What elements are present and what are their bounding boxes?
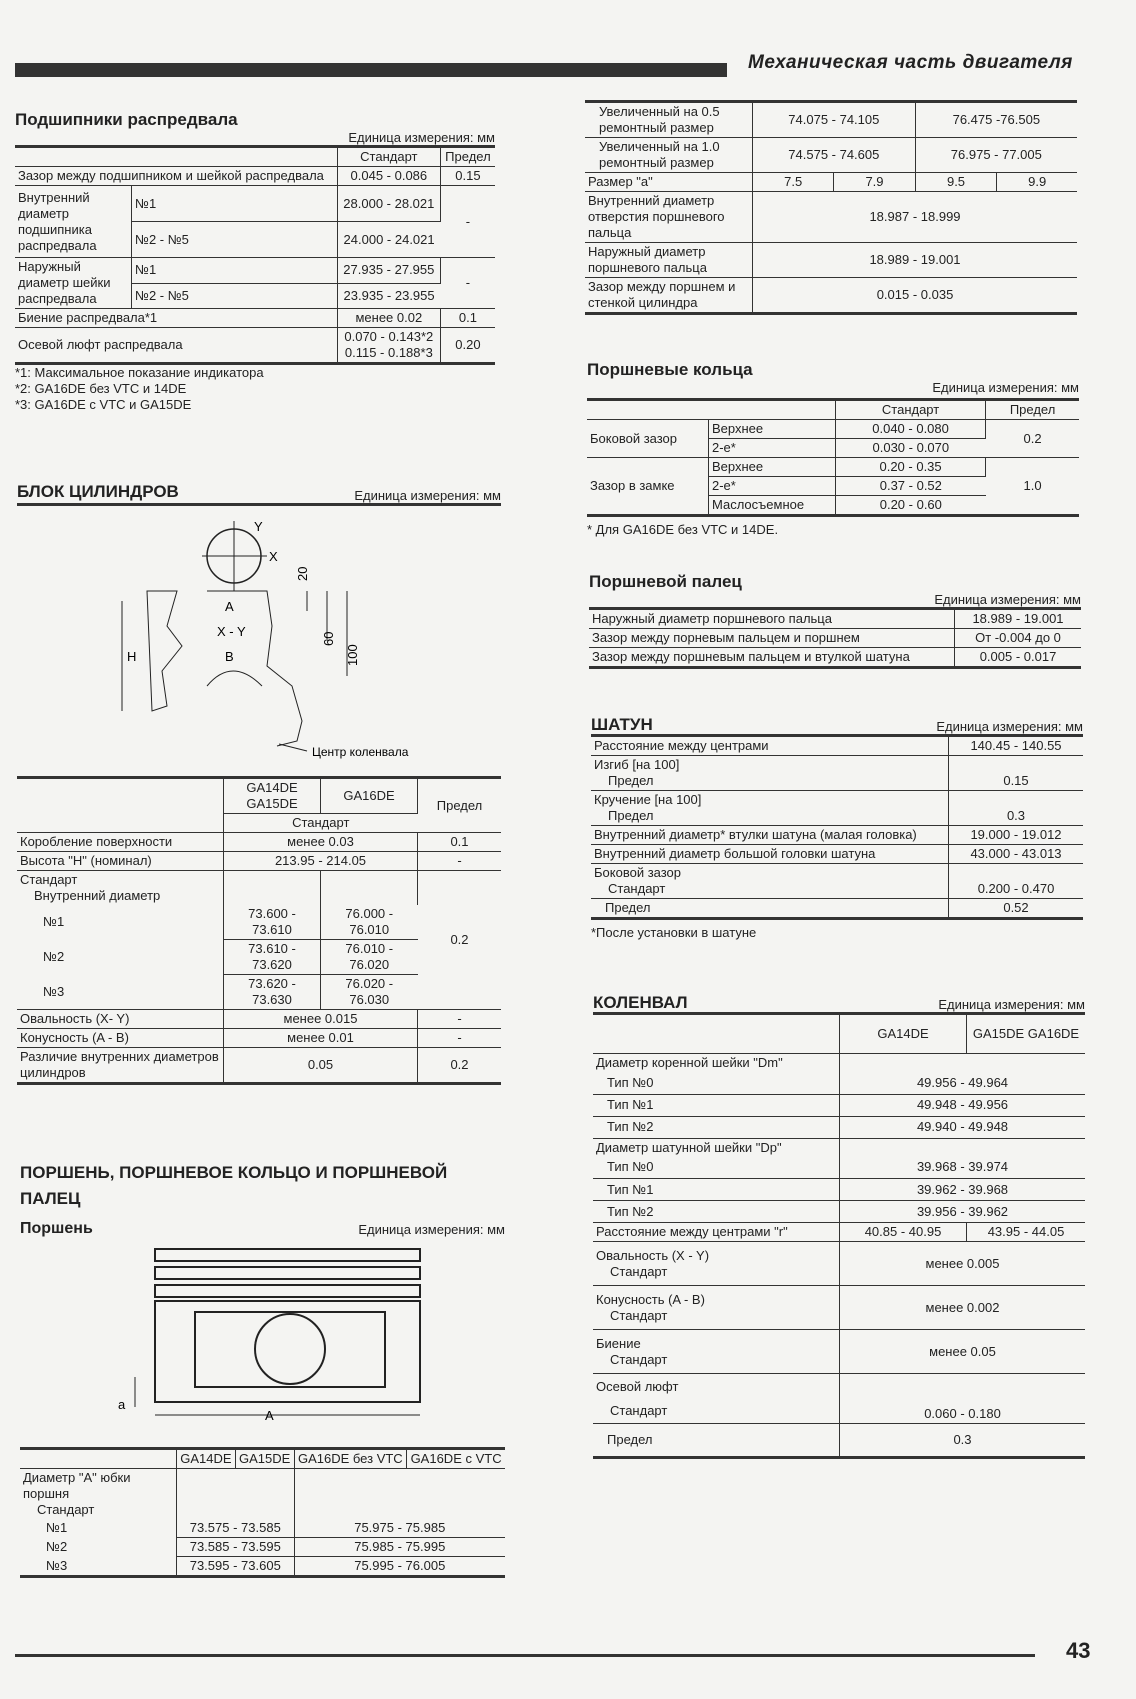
row-label <box>593 1286 840 1330</box>
row-label: Различие внутренних диаметров цилиндров <box>17 1048 224 1084</box>
row-label: Расстояние между центрами <box>591 736 949 756</box>
cell: №2 - №5 <box>132 283 338 309</box>
cell: 0.15 <box>440 167 495 186</box>
row-label: Диаметр шатунной шейки "Dp" <box>593 1138 840 1157</box>
col-header: GA14DE <box>177 1449 236 1469</box>
row-label: Тип №1 <box>593 1179 840 1201</box>
page-number: 43 <box>1066 1638 1091 1663</box>
footnote: *3: GA16DE с VTC и GA15DE <box>15 397 192 412</box>
camshaft-section <box>15 110 495 413</box>
subsection-title: Поршень <box>20 1220 93 1237</box>
cell: - <box>440 186 495 258</box>
footer-rule <box>15 1654 1035 1657</box>
section-title: ПОРШЕНЬ, ПОРШНЕВОЕ КОЛЬЦО И ПОРШНЕВОЙ ПАЛЕЦ <box>20 1163 448 1208</box>
cell: 74.075 - 74.105 <box>753 102 916 138</box>
cell: 0.20 - 0.35 <box>836 458 986 477</box>
section-title: Подшипники распредвала <box>15 110 238 129</box>
row-label: Наружный диаметр поршневого пальца <box>589 609 955 629</box>
cell: 2-е* <box>709 439 836 458</box>
dim-100: 100 <box>345 644 360 666</box>
cell: 73.575 - 73.585 <box>177 1519 295 1538</box>
cell: Верхнее <box>709 420 836 439</box>
row-label: №2 <box>20 1538 177 1557</box>
cylinder-block-section <box>17 482 501 1085</box>
col-header: Стандарт <box>224 814 418 833</box>
cell: 7.5 <box>753 173 834 192</box>
diagram-caption: Центр коленвала <box>312 745 409 759</box>
cell: 73.610 - 73.620 <box>224 940 321 975</box>
xy-label: X - Y <box>217 624 246 639</box>
label: Биение <box>596 1335 641 1351</box>
cell: 49.956 - 49.964 <box>840 1072 1086 1094</box>
cell: 76.000 - 76.010 <box>321 905 418 940</box>
label: Овальность (X - Y) <box>596 1247 710 1263</box>
cell: 28.000 - 28.021 <box>337 186 440 222</box>
col-header: GA16DE без VTC <box>294 1449 407 1469</box>
cell: 39.968 - 39.974 <box>840 1157 1086 1179</box>
label: Внутренний диаметр <box>34 888 161 903</box>
crank-section <box>593 993 1085 1459</box>
cell: 76.975 - 77.005 <box>915 138 1077 173</box>
cell: №2 - №5 <box>132 222 338 258</box>
cell: Верхнее <box>709 458 836 477</box>
row-label: Высота "H" (номинал) <box>17 852 224 871</box>
row-label <box>593 1374 840 1424</box>
row-label: Предел <box>593 1424 840 1458</box>
cylinder-block-diagram <box>17 506 501 776</box>
section-title: ШАТУН <box>591 715 653 734</box>
cell: - <box>418 852 502 871</box>
cell: 2-е* <box>709 477 836 496</box>
cell: 27.935 - 27.955 <box>337 258 440 284</box>
label: Стандарт <box>608 881 666 896</box>
row-label: Увеличенный на 1.0 ремонтный размер <box>585 138 753 173</box>
row-label: Наружный диаметр шейки распредвала <box>15 258 132 309</box>
unit-label: Единица измерения: мм <box>932 380 1079 395</box>
row-label: Внутренний диаметр подшипника распредвала <box>15 186 132 258</box>
cell: менее 0.02 <box>337 309 440 328</box>
cell: 0.15 <box>949 756 1084 791</box>
footnote: * Для GA16DE без VTC и 14DE. <box>587 522 779 537</box>
row-label: Увеличенный на 0.5 ремонтный размер <box>585 102 753 138</box>
unit-label: Единица измерения: мм <box>348 130 495 145</box>
cell: 0.2 <box>986 420 1079 458</box>
cell: 23.935 - 23.955 <box>337 283 440 309</box>
cell: Маслосъемное <box>709 496 836 516</box>
section-title: Поршневой палец <box>589 572 742 591</box>
cell: менее 0.002 <box>840 1286 1086 1330</box>
row-label: Тип №0 <box>593 1157 840 1179</box>
cell: 39.962 - 39.968 <box>840 1179 1086 1201</box>
pin-section <box>589 572 1081 669</box>
label: Боковой зазор <box>594 865 682 880</box>
cell: - <box>418 1010 502 1029</box>
cell: менее 0.01 <box>224 1029 418 1048</box>
row-label: Внутренний диаметр* втулки шатуна (малая головка) <box>591 826 949 845</box>
cell: №1 <box>132 258 338 284</box>
row-label: Коробление поверхности <box>17 833 224 852</box>
cell: 0.05 <box>224 1048 418 1084</box>
cell: 49.940 - 49.948 <box>840 1116 1086 1138</box>
crank-table <box>593 1012 1085 1459</box>
col-header: GA16DE <box>321 778 418 814</box>
piston-table <box>20 1447 505 1578</box>
row-label: №3 <box>17 975 224 1010</box>
row-label: Биение распредвала*1 <box>15 309 337 328</box>
row-label: Тип №2 <box>593 1201 840 1223</box>
row-label: Зазор между подшипником и шейкой распредвала <box>15 167 337 186</box>
row-label <box>593 1330 840 1374</box>
cell: 0.20 <box>440 328 495 364</box>
label: Предел <box>608 808 654 823</box>
col-header: GA15DE <box>235 1449 294 1469</box>
cell: 7.9 <box>834 173 915 192</box>
footnote: *1: Максимальное показание индикатора <box>15 365 264 380</box>
row-label: Зазор в замке <box>587 458 709 516</box>
piston-table-2 <box>585 100 1077 315</box>
row-label: Конусность (A - B) <box>17 1029 224 1048</box>
cell: 140.45 - 140.55 <box>949 736 1084 756</box>
cell: 18.987 - 18.999 <box>753 192 1078 243</box>
dimension-h-label: H <box>127 649 137 664</box>
label: Кручение [на 100] <box>594 792 702 807</box>
row-label: Зазор между поршнем и стенкой цилиндра <box>585 278 753 314</box>
cell: 73.585 - 73.595 <box>177 1538 295 1557</box>
label: Стандарт <box>610 1263 668 1279</box>
cell: 18.989 - 19.001 <box>753 243 1078 278</box>
cell: 0.2 <box>418 1048 502 1084</box>
row-label <box>591 864 949 899</box>
cell <box>337 328 440 364</box>
cell: 0.3 <box>840 1424 1086 1458</box>
cell: 43.000 - 43.013 <box>949 845 1084 864</box>
cell: менее 0.005 <box>840 1242 1086 1286</box>
cell: 43.95 - 44.05 <box>967 1223 1086 1242</box>
label: Осевой люфт <box>596 1378 679 1394</box>
dim-20: 20 <box>295 566 310 581</box>
col-header: GA15DE GA16DE <box>967 1014 1086 1054</box>
row-label <box>17 871 224 906</box>
col-header: Стандарт <box>337 147 440 167</box>
cell: 73.600 - 73.610 <box>224 905 321 940</box>
section-title: БЛОК ЦИЛИНДРОВ <box>17 482 179 501</box>
cell: 74.575 - 74.605 <box>753 138 916 173</box>
cell: 24.000 - 24.021 <box>337 222 440 258</box>
cell: - <box>440 258 495 309</box>
axis-y-label: Y <box>254 519 263 534</box>
cell: - <box>418 1029 502 1048</box>
cell: 75.995 - 76.005 <box>294 1557 505 1577</box>
rod-table <box>591 734 1083 920</box>
cell: 40.85 - 40.95 <box>840 1223 967 1242</box>
header-bar <box>15 63 727 77</box>
cylinder-block-table <box>17 776 501 1085</box>
rod-section <box>591 715 1083 941</box>
point-b-label: B <box>225 649 234 664</box>
piston-section <box>20 1160 505 1578</box>
row-label: Осевой люфт распредвала <box>15 328 337 364</box>
cell: 0.3 <box>949 791 1084 826</box>
cell: 0.20 - 0.60 <box>836 496 986 516</box>
label: Стандарт <box>610 1351 668 1367</box>
cell-line: 0.070 - 0.143*2 <box>344 329 434 344</box>
cell: 75.985 - 75.995 <box>294 1538 505 1557</box>
point-a-label: A <box>225 599 234 614</box>
piston-diagram <box>20 1237 505 1447</box>
row-label <box>20 1469 177 1520</box>
row-label: Зазор между поршневым пальцем и втулкой шатуна <box>589 648 955 668</box>
unit-label: Единица измерения: мм <box>17 488 501 506</box>
label: Стандарт <box>610 1402 668 1418</box>
cell: 49.948 - 49.956 <box>840 1094 1086 1116</box>
label: Стандарт <box>610 1307 668 1323</box>
cell: 76.020 - 76.030 <box>321 975 418 1010</box>
cell: 0.37 - 0.52 <box>836 477 986 496</box>
axis-x-label: X <box>269 549 278 564</box>
cell: менее 0.015 <box>224 1010 418 1029</box>
row-label: Расстояние между центрами "r" <box>593 1223 840 1242</box>
cell: 18.989 - 19.001 <box>955 609 1082 629</box>
row-label <box>593 1242 840 1286</box>
piston-table-continued <box>585 100 1077 315</box>
cell: 0.030 - 0.070 <box>836 439 986 458</box>
row-label: №3 <box>20 1557 177 1577</box>
cell: 0.200 - 0.470 <box>949 864 1084 899</box>
cell: 0.045 - 0.086 <box>337 167 440 186</box>
cell: 75.975 - 75.985 <box>294 1519 505 1538</box>
row-label: Размер "a" <box>585 173 753 192</box>
row-label: Овальность (X- Y) <box>17 1010 224 1029</box>
col-header: Предел <box>418 778 502 833</box>
col-header: Стандарт <box>836 400 986 420</box>
col-header: Предел <box>440 147 495 167</box>
cell: 0.005 - 0.017 <box>955 648 1082 668</box>
col-header: GA14DE GA15DE <box>224 778 321 814</box>
unit-label: Единица измерения: мм <box>938 997 1085 1012</box>
row-label: Тип №2 <box>593 1116 840 1138</box>
row-label: Наружный диаметр поршневого пальца <box>585 243 753 278</box>
cell: 73.620 - 73.630 <box>224 975 321 1010</box>
row-label: Боковой зазор <box>587 420 709 458</box>
label: Стандарт <box>20 872 78 887</box>
dimension-small-a-label: a <box>118 1397 126 1412</box>
footnote: *2: GA16DE без VTC и 14DE <box>15 381 187 396</box>
cell: 0.2 <box>418 871 502 1010</box>
cell: 39.956 - 39.962 <box>840 1201 1086 1223</box>
row-label: Диаметр коренной шейки "Dm" <box>593 1054 840 1073</box>
row-label: Внутренний диаметр большой головки шатуна <box>591 845 949 864</box>
cell: менее 0.05 <box>840 1330 1086 1374</box>
row-label: Предел <box>591 899 949 919</box>
footnote: *После установки в шатуне <box>591 925 757 940</box>
row-label: Тип №1 <box>593 1094 840 1116</box>
section-title: КОЛЕНВАЛ <box>593 993 688 1012</box>
cell: От -0.004 до 0 <box>955 629 1082 648</box>
page-header-title: Механическая часть двигателя <box>748 52 1073 73</box>
dimension-a-label: A <box>265 1408 274 1423</box>
row-label: Тип №0 <box>593 1072 840 1094</box>
rings-section <box>587 360 1079 538</box>
cell: 0.52 <box>949 899 1084 919</box>
cell: 9.5 <box>915 173 997 192</box>
label: Стандарт <box>37 1502 95 1517</box>
col-header: GA16DE с VTC <box>407 1449 505 1469</box>
cell: менее 0.03 <box>224 833 418 852</box>
unit-label: Единица измерения: мм <box>934 592 1081 607</box>
cell: 0.060 - 0.180 <box>840 1374 1086 1424</box>
row-label: №1 <box>20 1519 177 1538</box>
cell: 19.000 - 19.012 <box>949 826 1084 845</box>
row-label <box>591 756 949 791</box>
pin-table <box>589 607 1081 669</box>
label: Конусность (A - B) <box>596 1291 705 1307</box>
col-header: GA14DE <box>840 1014 967 1054</box>
cell: 0.040 - 0.080 <box>836 420 986 439</box>
label: Изгиб [на 100] <box>594 757 680 772</box>
label: Диаметр "A" юбки поршня <box>23 1470 131 1501</box>
row-label: Зазор между порневым пальцем и поршнем <box>589 629 955 648</box>
section-title: Поршневые кольца <box>587 360 753 379</box>
cell: 9.9 <box>997 173 1077 192</box>
col-header: Предел <box>986 400 1079 420</box>
row-label: №1 <box>17 905 224 940</box>
cell: 76.010 - 76.020 <box>321 940 418 975</box>
cell: 0.1 <box>418 833 502 852</box>
cell: 0.015 - 0.035 <box>753 278 1078 314</box>
camshaft-table <box>15 145 495 365</box>
unit-label: Единица измерения: мм <box>358 1222 505 1237</box>
cell: 76.475 -76.505 <box>915 102 1077 138</box>
cell: №1 <box>132 186 338 222</box>
label: Предел <box>608 773 654 788</box>
row-label: №2 <box>17 940 224 975</box>
unit-label: Единица измерения: мм <box>936 719 1083 734</box>
row-label <box>591 791 949 826</box>
cell-line: 0.115 - 0.188*3 <box>344 345 433 360</box>
rings-table <box>587 398 1079 517</box>
cell: 73.595 - 73.605 <box>177 1557 295 1577</box>
dim-60: 60 <box>321 631 336 646</box>
cell: 213.95 - 214.05 <box>224 852 418 871</box>
row-label: Внутренний диаметр отверстия поршневого пальца <box>585 192 753 243</box>
cell: 0.1 <box>440 309 495 328</box>
cell: 1.0 <box>986 458 1079 516</box>
